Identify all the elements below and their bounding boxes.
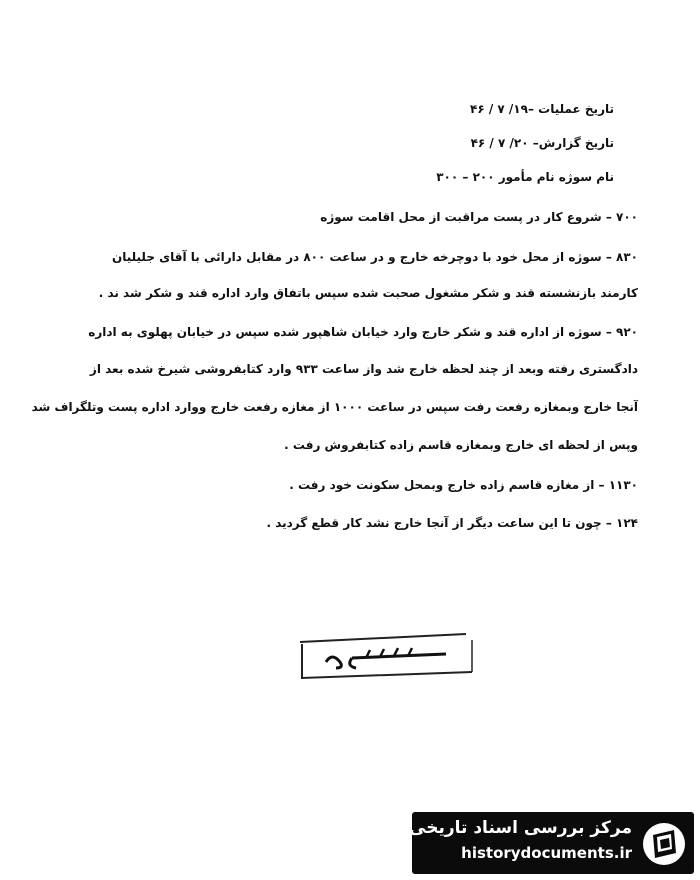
log-entry: ۸۳۰ – سوژه از محل خود با دوچرخه خارج و در ساعت ۸۰۰ در مقابل دارائی با آقای جلیلیان [111, 250, 638, 264]
log-entry: آنجا خارج وبمغازه رفعت رفت سپس در ساعت ۱۰۰۰ از مغازه رفعت خارج ووارد اداره پست وتلگراف شد [31, 400, 638, 414]
log-entry: ۷۰۰ – شروع کار در پست مراقبت از محل اقامت سوژه [320, 210, 638, 224]
watermark-title: مرکز بررسی اسناد تاریخی [409, 818, 632, 838]
secret-stamp [296, 632, 476, 680]
operation-date: تاریخ عملیات –۱۹/ ۷ / ۴۶ [470, 102, 614, 116]
log-entry: وپس از لحظه ای خارج وبمغازه قاسم زاده کتابفروش رفت . [284, 438, 638, 452]
log-entry: دادگستری رفته وبعد از چند لحظه خارج شد واز ساعت ۹۳۳ وارد کتابفروشی شیرخ شده بعد از [89, 362, 638, 376]
archive-watermark [409, 812, 694, 874]
watermark-url: historydocuments.ir [461, 844, 632, 862]
subject-and-agent: نام سوژه نام مأمور ۲۰۰ – ۳۰۰ [436, 170, 614, 184]
archive-logo-icon [640, 820, 688, 868]
report-date: تاریخ گزارش– ۲۰/ ۷ / ۴۶ [470, 136, 614, 150]
log-entry: کارمند بازنشسته قند و شکر مشغول صحبت شده سپس باتفاق وارد اداره قند و شکر شد ند . [98, 286, 638, 300]
log-entry: ۱۱۳۰ – از مغازه قاسم زاده خارج وبمحل سکونت خود رفت . [289, 478, 638, 492]
log-entry: ۹۲۰ – سوژه از اداره قند و شکر خارج وارد خیابان شاهپور شده سپس در خیابان پهلوی به اداره [88, 325, 638, 339]
log-entry: ۱۲۴ – چون تا این ساعت دیگر از آنجا خارج نشد کار قطع گردید . [266, 516, 638, 530]
